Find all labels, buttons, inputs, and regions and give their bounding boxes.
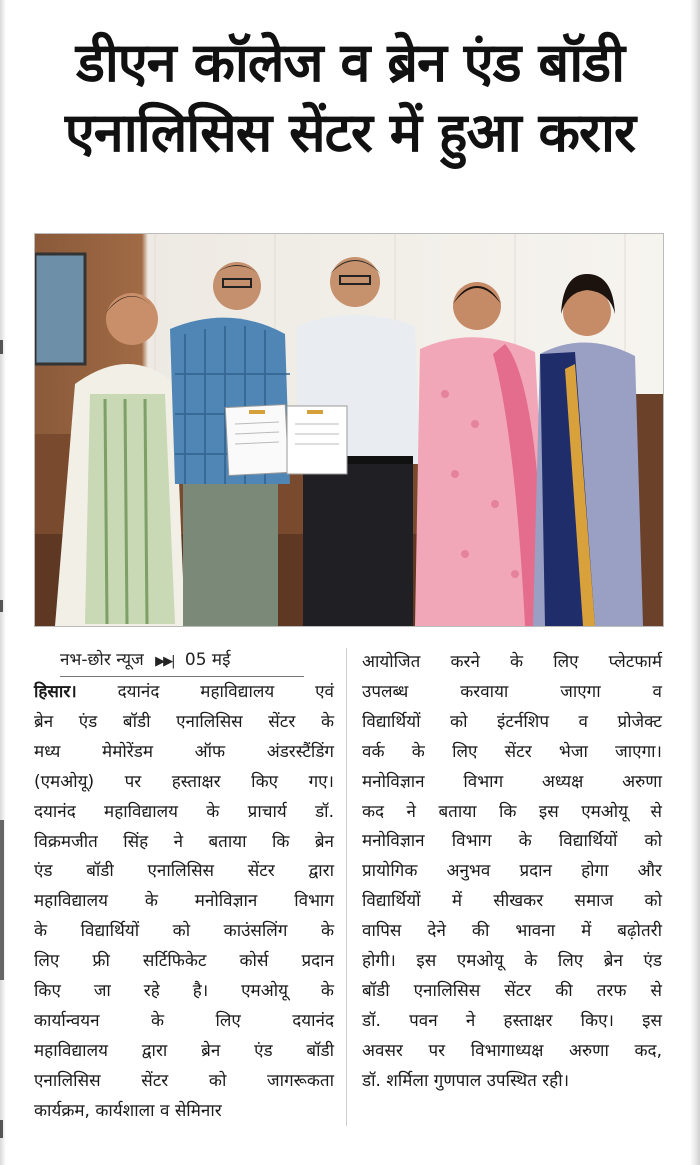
column-divider <box>346 648 347 1126</box>
article-line: विद्यार्थियों को इंटर्नशिप व प्रोजेक्ट <box>362 711 662 732</box>
wall-screen <box>35 254 85 364</box>
article-column-right <box>362 648 662 1097</box>
photo-illustration <box>35 234 663 626</box>
article-line: एंड बॉडी एनालिसिस सेंटर द्वारा <box>34 861 334 882</box>
page-left-edge <box>0 0 6 1165</box>
article-line: वर्क के लिए सेंटर भेजा जाएगा। <box>362 741 662 762</box>
article-line: डॉ. शर्मिला गुणपाल उपस्थित रही। <box>362 1070 570 1091</box>
article-line: ब्रेन एंड बॉडी एनालिसिस सेंटर के <box>34 711 334 732</box>
article-line: दयानंद महाविद्यालय के प्राचार्य डॉ. <box>34 801 334 822</box>
article-line: कार्यक्रम, कार्यशाला व सेमिनार <box>34 1100 222 1121</box>
article-line: होगी। इस एमओयू के लिए ब्रेन एंड <box>362 951 662 972</box>
news-photo <box>34 233 664 627</box>
byline-date: 05 मई <box>184 650 231 670</box>
page-right-edge <box>690 0 700 1165</box>
article-line: उपलब्ध करवाया जाएगा व <box>362 681 662 702</box>
adjacent-column-mark <box>0 340 3 354</box>
byline <box>60 648 304 677</box>
article-line: बॉडी एनालिसिस सेंटर की तरफ से <box>362 980 662 1001</box>
article-line: के विद्यार्थियों को काउंसलिंग के <box>34 921 334 942</box>
article-line: महाविद्यालय के मनोविज्ञान विभाग <box>34 891 334 912</box>
article-line: कद ने बताया कि इस एमओयू से <box>362 801 662 822</box>
adjacent-column-mark <box>0 820 4 980</box>
article-line: एनालिसिस सेंटर को जागरूकता <box>34 1070 334 1091</box>
article-line: मनोविज्ञान विभाग के विद्यार्थियों को <box>362 831 662 852</box>
article-line: मनोविज्ञान विभाग अध्यक्ष अरुणा <box>362 771 662 792</box>
article-column-left <box>34 678 334 1127</box>
headline-line-1: डीएन कॉलेज व ब्रेन एंड बॉडी <box>75 31 625 94</box>
adjacent-column-mark <box>0 1120 3 1138</box>
signed-document <box>225 404 347 475</box>
article-line: अवसर पर विभागाध्यक्ष अरुणा कद, <box>362 1040 662 1061</box>
headline-line-2: एनालिसिस सेंटर में हुआ करार <box>64 101 636 164</box>
article-line: प्रायोगिक अनुभव प्रदान होगा और <box>362 861 662 882</box>
byline-source: नभ-छोर न्यूज <box>60 650 144 670</box>
article-line: (एमओयू) पर हस्ताक्षर किए गए। <box>34 771 334 792</box>
adjacent-column-mark <box>0 600 3 612</box>
headline <box>20 28 680 168</box>
article-line: महाविद्यालय द्वारा ब्रेन एंड बॉडी <box>34 1040 334 1061</box>
article-line: विक्रमजीत सिंह ने बताया कि ब्रेन <box>34 831 334 852</box>
article-line: विद्यार्थियों में सीखकर समाज को <box>362 891 662 912</box>
article-line: आयोजित करने के लिए प्लेटफार्म <box>362 652 662 672</box>
article-line: मध्य मेमोरेंडम ऑफ अंडरस्टैंडिंग <box>34 741 334 762</box>
article-line: किए जा रहे है। एमओयू के <box>34 981 334 1002</box>
article-line: वापिस देने की भावना में बढ़ोतरी <box>362 921 662 942</box>
article-line: लिए फ्री सर्टिफिकेट कोर्स प्रदान <box>34 951 334 972</box>
article-line: डॉ. पवन ने हस्ताक्षर किए। इस <box>362 1010 662 1031</box>
dateline-place: हिसार। <box>34 682 77 702</box>
article-line: हिसार। दयानंद महाविद्यालय एवं <box>34 682 334 702</box>
fast-forward-icon: ▶▶| <box>155 654 174 669</box>
article-line: कार्यान्वयन के लिए दयानंद <box>34 1010 334 1031</box>
